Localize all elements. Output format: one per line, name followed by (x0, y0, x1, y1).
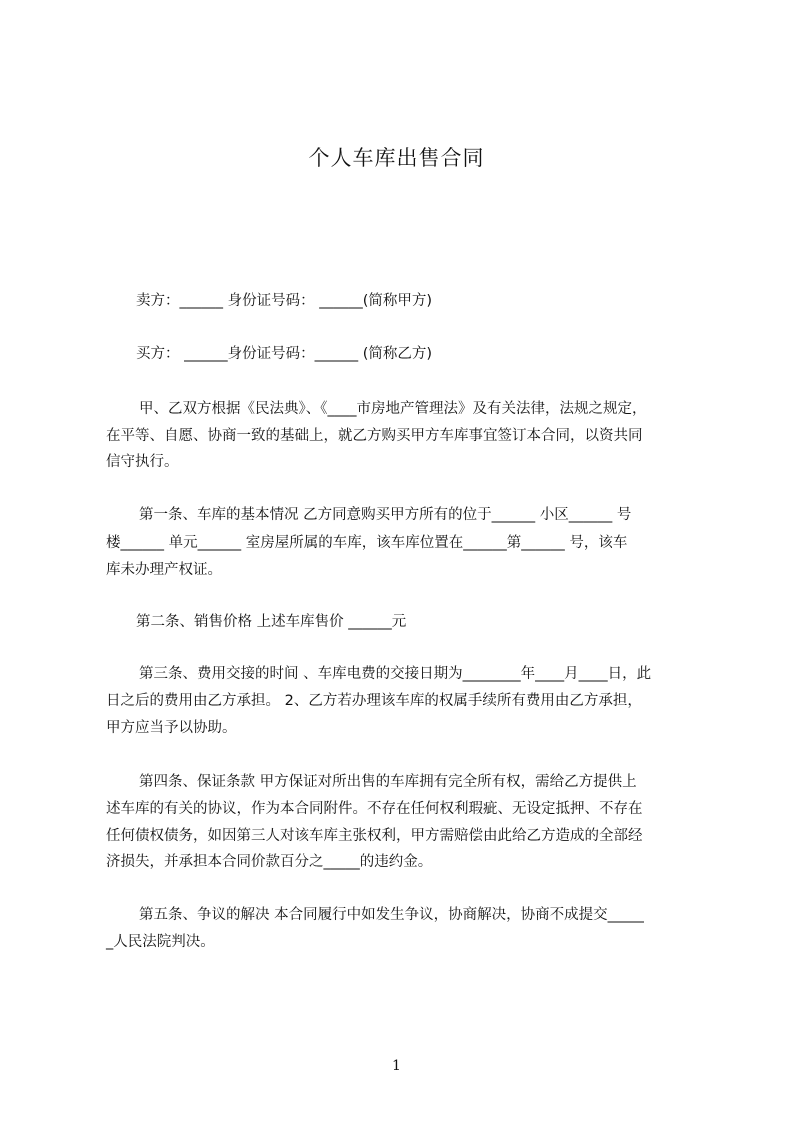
paragraph-line: 楼______ 单元______ 室房屋所属的车库，该车库位置在______第______ 号，该车 (106, 535, 628, 551)
paragraph-line: 第五条、争议的解决 本合同履行中如发生争议，协商解决，协商不成提交_____ (139, 907, 644, 923)
paragraph-line: 甲方应当予以协助。 (106, 720, 237, 736)
contract-title: 个人车库出售合同 (308, 146, 485, 170)
paragraph-line: 在平等、自愿、协商一致的基础上，就乙方购买甲方车库事宜签订本合同，以资共同 (106, 428, 643, 444)
paragraph-line: 甲、乙双方根据《民法典》、《____市房地产管理法》及有关法律，法规之规定， (139, 401, 647, 417)
paragraph-line: 库未办理产权证。 (106, 562, 222, 578)
paragraph-line: 第一条、车库的基本情况 乙方同意购买甲方所有的位于______ 小区______ 号 (139, 507, 632, 523)
paragraph-line: 济损失，并承担本合同价款百分之_____的违约金。 (106, 854, 433, 870)
page-number: 1 (392, 1058, 401, 1074)
paragraph-line: 任何债权债务，如因第三人对该车库主张权利，甲方需赔偿由此给乙方造成的全部经 (106, 828, 643, 844)
paragraph-line: 述车库的有关的协议，作为本合同附件。不存在任何权利瑕疵、无设定抵押、不存在 (106, 801, 643, 817)
paragraph-line: 日之后的费用由乙方承担。 2、乙方若办理该车库的权属手续所有费用由乙方承担， (106, 693, 642, 709)
buyer-line: 买方： ______身份证号码：______ (简称乙方) (136, 346, 433, 362)
paragraph-line: _人民法院判决。 (106, 934, 215, 950)
paragraph-line: 信守执行。 (106, 454, 179, 470)
paragraph-line: 第三条、费用交接的时间 、车库电费的交接日期为________年____月____日，此 (139, 666, 652, 682)
seller-line: 卖方：______ 身份证号码： ______(简称甲方) (136, 293, 433, 309)
paragraph-line: 第二条、销售价格 上述车库售价 ______元 (136, 614, 407, 630)
paragraph-line: 第四条、保证条款 甲方保证对所出售的车库拥有完全所有权，需给乙方提供上 (139, 774, 637, 790)
